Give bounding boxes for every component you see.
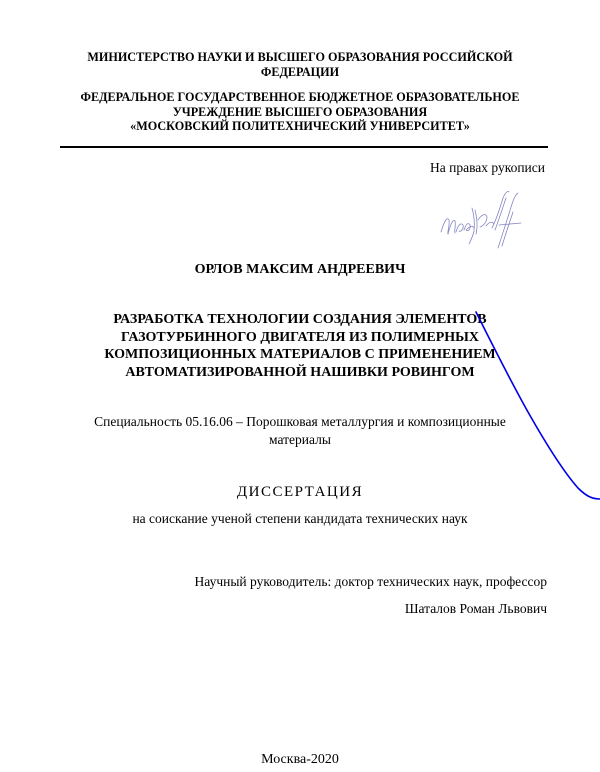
specialty-line: материалы bbox=[269, 432, 331, 447]
author-name: ОРЛОВ МАКСИМ АНДРЕЕВИЧ bbox=[194, 262, 406, 277]
institution-line: УЧРЕЖДЕНИЕ ВЫСШЕГО ОБРАЗОВАНИЯ bbox=[172, 104, 428, 119]
institution-header bbox=[0, 90, 600, 134]
institution-line: ФЕДЕРАЛЬНОЕ ГОСУДАРСТВЕННОЕ БЮДЖЕТНОЕ ОБРАЗОВАТЕЛЬНОЕ bbox=[80, 90, 520, 104]
header-divider bbox=[60, 146, 548, 148]
specialty-line: Специальность 05.16.06 – Порошковая металлургия и композиционные bbox=[94, 414, 506, 429]
specialty bbox=[0, 413, 600, 449]
signature-icon bbox=[441, 191, 521, 248]
ministry-line: МИНИСТЕРСТВО НАУКИ И ВЫСШЕГО ОБРАЗОВАНИЯ РОССИЙСКОЙ bbox=[87, 50, 513, 64]
supervisor-label: Научный руководитель: доктор технических наук, профессор bbox=[194, 574, 547, 589]
dissertation-title bbox=[0, 311, 600, 381]
title-line: КОМПОЗИЦИОННЫХ МАТЕРИАЛОВ С ПРИМЕНЕНИЕМ bbox=[104, 347, 496, 362]
title-line: ГАЗОТУРБИННОГО ДВИГАТЕЛЯ ИЗ ПОЛИМЕРНЫХ bbox=[120, 329, 480, 345]
ministry-header bbox=[0, 50, 600, 80]
document-type: ДИССЕРТАЦИЯ bbox=[236, 484, 364, 500]
city-year: Москва-2020 bbox=[261, 752, 339, 767]
institution-line: «МОСКОВСКИЙ ПОЛИТЕХНИЧЕСКИЙ УНИВЕРСИТЕТ» bbox=[130, 119, 470, 133]
ministry-line: ФЕДЕРАЦИИ bbox=[260, 65, 340, 79]
title-line: АВТОМАТИЗИРОВАННОЙ НАШИВКИ РОВИНГОМ bbox=[125, 364, 475, 380]
rights-note: На правах рукописи bbox=[429, 160, 545, 175]
supervisor-name: Шаталов Роман Львович bbox=[404, 601, 547, 616]
degree-statement: на соискание ученой степени кандидата технических наук bbox=[132, 511, 468, 526]
title-line: РАЗРАБОТКА ТЕХНОЛОГИИ СОЗДАНИЯ ЭЛЕМЕНТОВ bbox=[113, 312, 487, 327]
